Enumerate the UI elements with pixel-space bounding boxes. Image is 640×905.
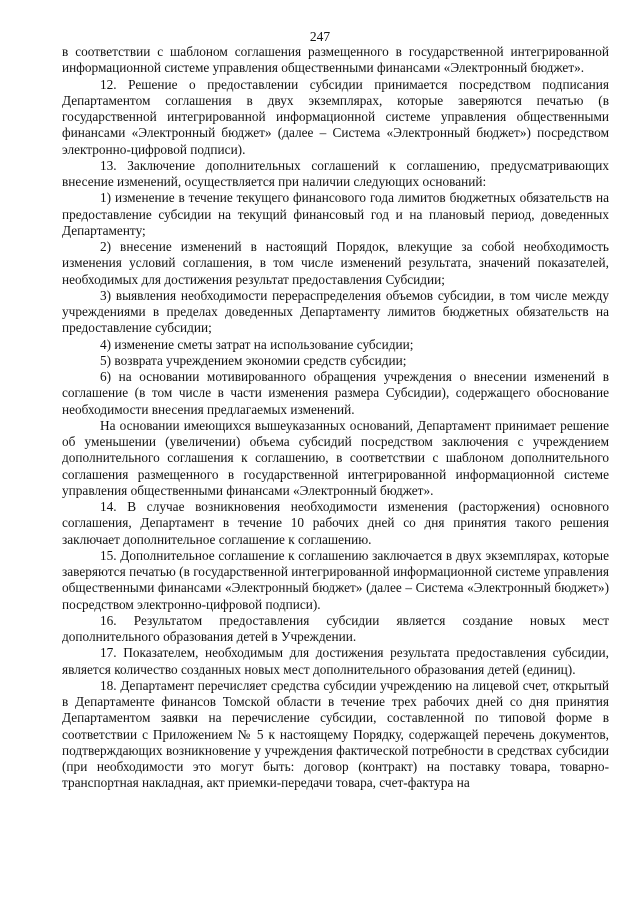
document-body <box>62 44 609 792</box>
list-item-4: 4) изменение сметы затрат на использование субсидии; <box>100 336 414 352</box>
list-item-2: 2) внесение изменений в настоящий Порядок, влекущие за собой необходимость изменения условий соглашения, в том числе изменений результата, значений показателей, необходимых для достижения результат предоставления Субсидии; <box>62 239 609 287</box>
list-item-3: 3) выявления необходимости перераспределения объемов субсидии, в том числе между учреждениями в пределах доведенных Департаменту лимитов бюджетных обязательств на предоставление субсидии; <box>62 287 609 336</box>
paragraph-16: 16. Результатом предоставления субсидии является создание новых мест дополнительного образования детей в Учреждении. <box>62 612 609 644</box>
paragraph-continuation: в соответствии с шаблоном соглашения размещенного в государственной интегрированной информационной системе управления общественными финансами «Электронный бюджет». <box>62 44 609 76</box>
paragraph-13: 13. Заключение дополнительных соглашений к соглашению, предусматривающих внесение изменений, осуществляется при наличии следующих оснований: <box>62 157 609 189</box>
page-number: 247 <box>309 29 331 44</box>
list-item-1: 1) изменение в течение текущего финансового года лимитов бюджетных обязательств на предоставление субсидии на текущий финансовый год и на плановый период, доведенных Департаменту; <box>62 190 609 238</box>
paragraph-18: 18. Департамент перечисляет средства субсидии учреждению на лицевой счет, открытый в Департаменте финансов Томской области в течение трех рабочих дней со дня принятия Департаментом заявки на перечисление субсидии, составленной по типовой форме в соответствии с Приложением № 5 к настоящему Порядку, содержащей перечень документов, подтверждающих возникновение у учреждения фактической потребности в средствах субсидии (при необходимости это могут быть: договор (контракт) на поставку товара, товарно-транспортная накладная, акт приемки-передачи товара, счет-фактура на <box>62 677 609 791</box>
paragraph-decision: На основании имеющихся вышеуказанных оснований, Департамент принимает решение об уменьшении (увеличении) объема субсидий посредством заключения с учреждением дополнительного соглашения к соглашению, в соответствии с шаблоном дополнительного соглашения размещенного в государственной интегрированной информационной системе управления общественными финансами «Электронный бюджет». <box>62 417 609 498</box>
paragraph-17: 17. Показателем, необходимым для достижения результата предоставления субсидии, является количество созданных новых мест дополнительного образования детей (единиц). <box>62 645 609 677</box>
list-item-5: 5) возврата учреждением экономии средств субсидии; <box>100 352 407 368</box>
paragraph-12: 12. Решение о предоставлении субсидии принимается посредством подписания Департаментом соглашения в двух экземплярах, которые заверяются печатью (в государственной интегрированной информационной системе управления общественными финансами «Электронный бюджет» (далее – Система «Электронный бюджет») посредством электронно-цифровой подписи). <box>62 76 609 157</box>
paragraph-15: 15. Дополнительное соглашение к соглашению заключается в двух экземплярах, которые заверяются печатью (в государственной интегрированной информационной системе управления общественными финансами «Электронный бюджет» (далее – Система «Электронный бюджет») посредством электронно-цифровой подписи). <box>62 547 610 612</box>
paragraph-14: 14. В случае возникновения необходимости изменения (расторжения) основного соглашения, Департамент в течение 10 рабочих дней со дня принятия такого решения заключает дополнительное соглашение к соглашению. <box>62 499 609 547</box>
list-item-6: 6) на основании мотивированного обращения учреждения о внесении изменений в соглашение (в том числе в части изменения размера Субсидии), содержащего обоснование необходимости внесения предлагаемых изменений. <box>62 369 609 417</box>
